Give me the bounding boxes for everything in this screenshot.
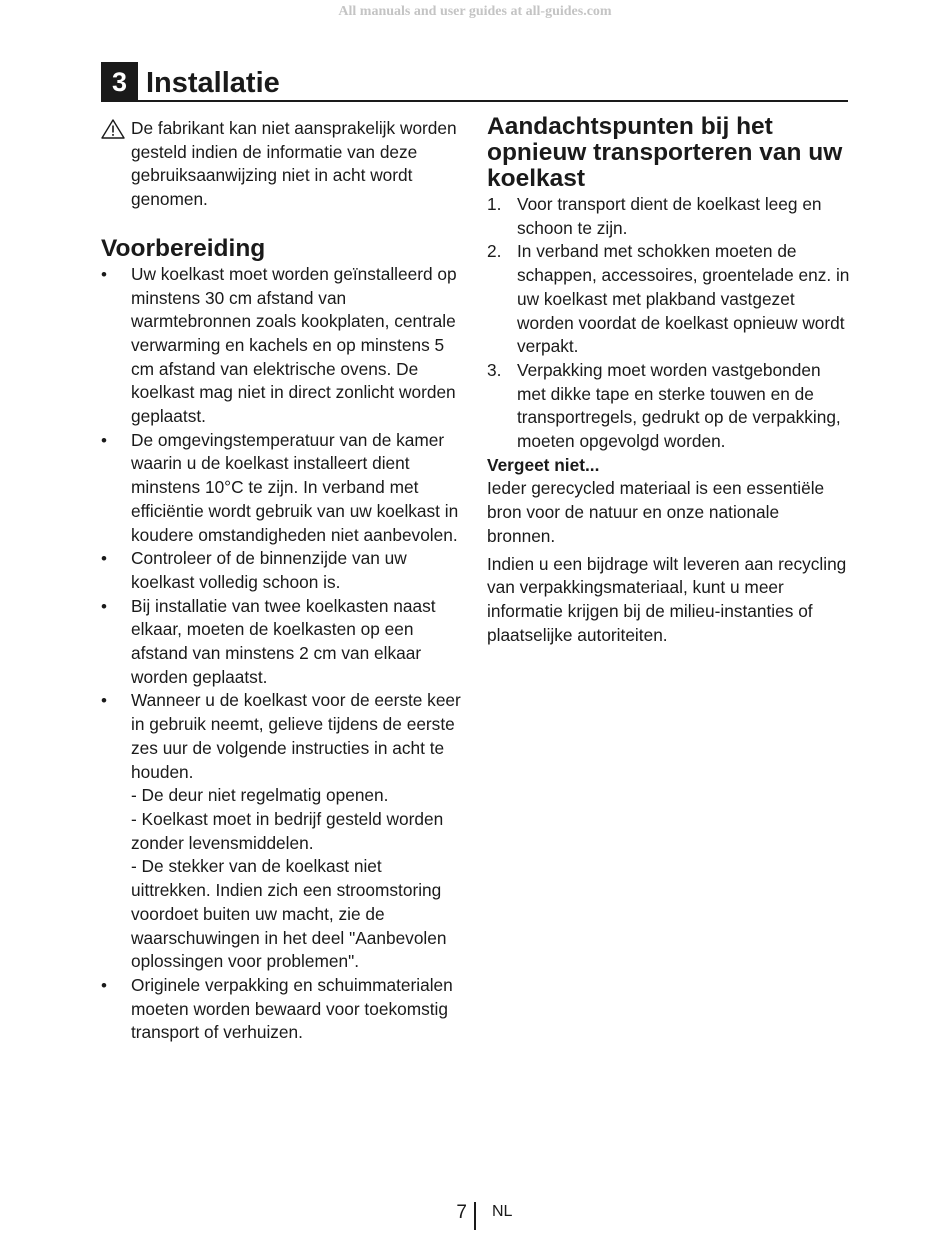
page-number: 7 [456, 1202, 467, 1223]
bullet-icon: • [101, 691, 107, 711]
list-item: • Bij installatie van twee koelkasten naast elkaar, moeten de koelkasten op een afstand van minstens 2 cm van elkaar worden geplaatst. [101, 595, 436, 687]
preparation-list [101, 263, 466, 1045]
transport-steps [487, 193, 852, 454]
list-item: • De omgevingstemperatuur van de kamer waarin u de koelkast installeert dient minstens 10°C te zijn. In verband met efficiëntie wordt gebruik van uw koelkast in koudere omstandigheden niet aanbevolen. [101, 429, 459, 545]
bullet-icon: • [101, 549, 107, 569]
reminder-title: Vergeet niet... [487, 454, 600, 475]
warning-triangle-icon [101, 119, 125, 139]
footer-divider [474, 1202, 476, 1230]
list-item: • Wanneer u de koelkast voor de eerste keer in gebruik neemt, gelieve tijdens de eerste zes uur de volgende instructies in acht te houden. - De deur niet regelmatig openen. - Koelkast moet in bedrijf gesteld worden zonder levensmiddelen. - De stekker van de koelkast niet uittrekken. Indien zich een stroomstoring voordoet buiten uw macht, zie de waarschuwingen in het deel "Aanbevolen oplossingen voor problemen". [101, 689, 466, 973]
right-column [487, 114, 852, 647]
language-code: NL [492, 1203, 513, 1220]
list-item: 2. In verband met schokken moeten de schappen, accessoires, groentelade enz. in uw koelkast met plakband vastgezet worden voordat de koelkast opnieuw wordt verpakt. [487, 241, 850, 357]
warning-text: De fabrikant kan niet aansprakelijk worden gesteld indien de informatie van deze gebruiksaanwijzing niet in acht wordt genomen. [131, 118, 457, 210]
step-number: 3. [487, 359, 502, 380]
left-column [101, 117, 466, 1045]
list-item: • Controleer of de binnenzijde van uw koelkast volledig schoon is. [101, 548, 407, 592]
bullet-icon: • [101, 975, 107, 995]
list-item: 3. Verpakking moet worden vastgebonden met dikke tape en sterke touwen en de transportregels, gedrukt op de verpakking, moeten opgevolgd worden. [487, 359, 841, 452]
list-item: • Originele verpakking en schuimmaterialen moeten worden bewaard voor toekomstig transport of verhuizen. [101, 974, 453, 1043]
step-number: 2. [487, 241, 502, 262]
list-item: • Uw koelkast moet worden geïnstalleerd op minstens 30 cm afstand van warmtebronnen zoals kookplaten, centrale verwarming en kachels en op minstens 5 cm afstand van elektrische ovens. De koelkast mag niet in direct zonlicht worden geplaatst. [101, 263, 457, 427]
list-item: 1. Voor transport dient de koelkast leeg en schoon te zijn. [487, 194, 822, 238]
page-footer [0, 1198, 950, 1230]
recycling-paragraph: Ieder gerecycled materiaal is een essentiële bron voor de natuur en onze nationale bronnen. [487, 478, 825, 546]
section-header [101, 62, 848, 102]
sub-instruction: - Koelkast moet in bedrijf gesteld worden zonder levensmiddelen. [131, 808, 444, 853]
bullet-icon: • [101, 264, 107, 284]
section-number: 3 [101, 62, 138, 100]
section-title: Installatie [146, 67, 280, 99]
bullet-icon: • [101, 596, 107, 616]
watermark: All manuals and user guides at all-guides.com [338, 4, 612, 19]
heading-voorbereiding: Voorbereiding [101, 234, 266, 262]
recycling-info-paragraph: Indien u een bijdrage wilt leveren aan recycling van verpakkingsmateriaal, kunt u meer informatie krijgen bij de milieu-instanties of plaatselijke autoriteiten. [487, 553, 847, 645]
step-number: 1. [487, 194, 502, 214]
heading-transport: Aandachtspunten bij het opnieuw transporteren van uw koelkast [487, 113, 843, 192]
sub-instruction: - De stekker van de koelkast niet uittrekken. Indien zich een stroomstoring voordoet buiten uw macht, zie de waarschuwingen in het deel "Aanbevolen oplossingen voor problemen". [131, 856, 447, 972]
sub-instruction: - De deur niet regelmatig openen. [131, 785, 389, 806]
warning-note [101, 117, 466, 212]
bullet-icon: • [101, 430, 107, 450]
